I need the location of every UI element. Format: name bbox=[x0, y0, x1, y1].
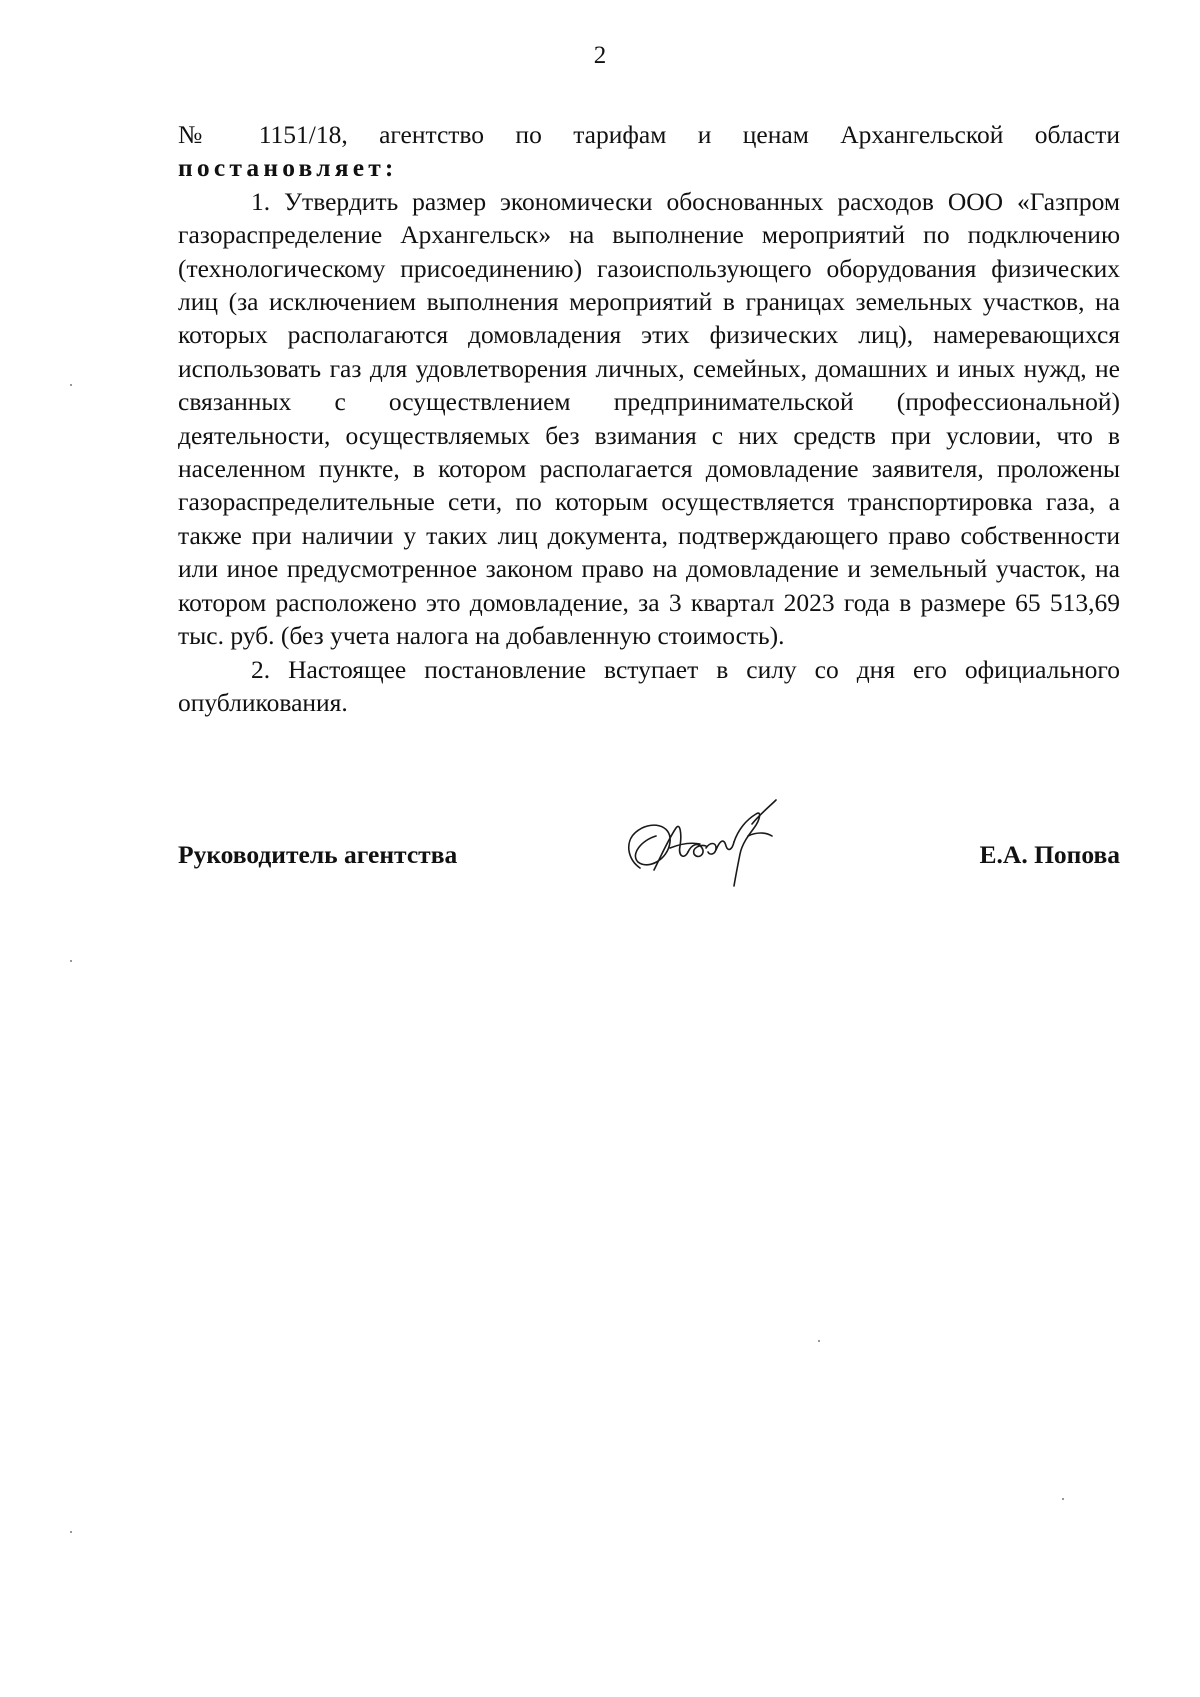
decree-word: постановляет: bbox=[178, 153, 398, 183]
item-1-paragraph: 1. Утвердить размер экономически обоснованных расходов ООО «Газпром газораспределение Архангельск» на выполнение мероприятий по подключению (технологическому присоединению) газоиспользующего оборудования физических лиц (за исключением выполнения мероприятий в границах земельных участков, на которых располагаются домовладения этих физических лиц), намеревающихся использовать газ для удовлетворения личных, семейных, домашних и иных нужд, не связанных с осуществлением предпринимательской (профессиональной) деятельности, осуществляемых без взимания с них средств при условии, что в населенном пункте, в котором располагается домовладение заявителя, проложены газораспределительные сети, по которым осуществляется транспортировка газа, а также при наличии у таких лиц документа, подтверждающего право собственности или иное предусмотренное законом право на домовладение и земельный участок, на котором расположено это домовладение, за 3 квартал 2023 года в размере 65 513,69 тыс. руб. (без учета налога на добавленную стоимость). bbox=[178, 186, 1120, 651]
intro-paragraph bbox=[178, 118, 1120, 185]
signature-block bbox=[178, 790, 1120, 900]
scan-speck bbox=[70, 384, 72, 386]
scan-speck bbox=[818, 1340, 820, 1342]
signer-position: Руководитель агентства bbox=[178, 840, 458, 869]
scan-speck bbox=[1062, 1498, 1064, 1500]
handwritten-signature bbox=[610, 790, 790, 890]
scan-speck bbox=[70, 1531, 72, 1533]
intro-text: № 1151/18, агентство по тарифам и ценам Архангельской области bbox=[178, 120, 1120, 149]
page-number: 2 bbox=[593, 42, 607, 69]
signer-name: Е.А. Попова bbox=[979, 840, 1120, 869]
item-2-paragraph: 2. Настоящее постановление вступает в силу со дня его официального опубликования. bbox=[178, 654, 1120, 717]
scan-speck bbox=[70, 960, 72, 962]
document-body bbox=[178, 118, 1120, 719]
